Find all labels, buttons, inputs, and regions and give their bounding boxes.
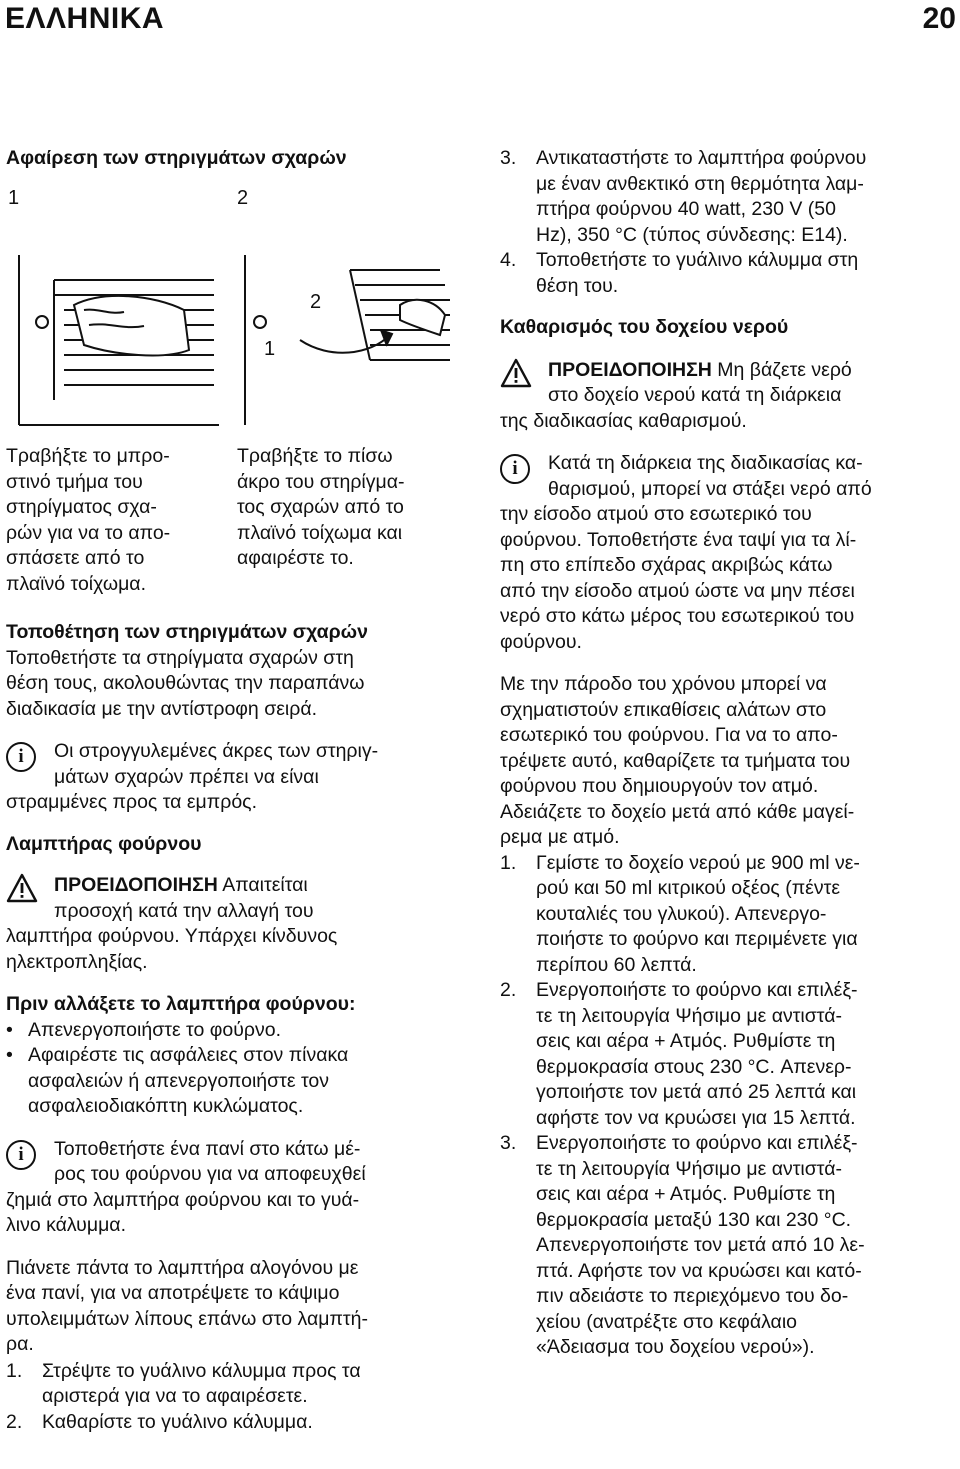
text-line: διαδικασία με την αντίστροφη σειρά. xyxy=(6,697,318,720)
step-number: 2. xyxy=(500,979,517,1001)
text-line: αφήστε τον να κρυώσει για 15 λεπτά. xyxy=(536,1106,856,1129)
text-line: Αφαιρέστε τις ασφάλειες στον πίνακα xyxy=(28,1044,349,1066)
text-line: «Άδειασμα του δοχείου νερού»). xyxy=(536,1336,815,1358)
text-line: φούρνου. Τοποθετήστε ένα ταψί για τα λί- xyxy=(500,528,857,551)
text-line: Απενεργοποιήστε το φούρνο. xyxy=(28,1018,282,1041)
step-number: 3. xyxy=(500,147,517,169)
text-line: Μη βάζετε νερό xyxy=(711,358,852,381)
text-line: στραμμένες προς τα εμπρός. xyxy=(6,791,257,813)
caption-line: Τραβήξτε το πίσω xyxy=(237,445,393,467)
page-number: 20 xyxy=(922,2,956,35)
text-line: με έναν ανθεκτικό στη θερμότητα λαμ- xyxy=(536,172,864,195)
caption-line: σπάσετε από το xyxy=(6,547,145,569)
caption-line: άκρο του στηρίγμα- xyxy=(237,470,405,493)
text-line: σεις και αέρα + Ατμός. Ρυθμίστε τη xyxy=(536,1183,836,1205)
text-line: ρα. xyxy=(6,1333,34,1355)
text-line: Γεμίστε το δοχείο νερού με 900 ml νε- xyxy=(536,851,860,874)
lamp-steps-continued xyxy=(500,146,958,299)
text-line: ασφαλειοδιακόπτη κυκλώματος. xyxy=(28,1095,304,1117)
text-line: ζημιά στο λαμπτήρα φούρνου και το γυά- xyxy=(6,1188,360,1211)
text-line: Με την πάροδο του χρόνου μπορεί να xyxy=(500,673,827,695)
text-line: Οι στρογγυλεμένες άκρες των στηριγ- xyxy=(54,740,379,762)
language-label: ΕΛΛΗΝΙΚΑ xyxy=(5,2,165,35)
text-line: χείου (ανατρέξτε στο κεφάλαιο xyxy=(536,1310,798,1333)
warning-icon xyxy=(6,873,38,903)
text-line: πτά. Αφήστε τον να κρυώσει και κατό- xyxy=(536,1259,862,1282)
list-item xyxy=(6,1410,476,1436)
right-column xyxy=(500,146,958,1361)
page-header xyxy=(0,0,960,40)
text-line: Απενεργοποιήστε τον μετά από 10 λε- xyxy=(536,1234,865,1256)
info-note-2 xyxy=(6,1137,476,1239)
text-line: πη στο επίπεδο σχάρας ακριβώς κάτω xyxy=(500,554,833,576)
step-number: 4. xyxy=(500,249,517,271)
text-line: τρέψετε αυτό, καθαρίζετε τα τμήματα του xyxy=(500,749,851,772)
text-line: Hz), 350 °C (τύπος σύνδεσης: E14). xyxy=(536,223,848,246)
caption-line: πλαϊνό τοίχωμα. xyxy=(6,572,146,595)
fig2-arrow-label-a: 2 xyxy=(310,291,322,313)
step-number: 3. xyxy=(500,1132,517,1154)
tank-heading: Καθαρισμός του δοχείου νερού xyxy=(500,316,789,338)
text-line: φούρνου. xyxy=(500,630,582,653)
text-line: Ενεργοποιήστε το φούρνο και επιλέξ- xyxy=(536,979,858,1001)
text-line: Στρέψτε το γυάλινο κάλυμμα προς τα xyxy=(42,1359,361,1382)
list-item xyxy=(500,1131,958,1361)
text-line: Τοποθετήστε ένα πανί στο κάτω μέ- xyxy=(54,1137,361,1160)
text-line: εσωτερικό του φούρνου. Για να το απο- xyxy=(500,724,838,746)
text-line: στο δοχείο νερού κατά τη διάρκεια xyxy=(548,384,842,406)
text-line: θέση τους, ακολουθώντας την παραπάνω xyxy=(6,672,365,694)
text-line: σχηματιστούν επικαθίσεις αλάτων στο xyxy=(500,698,827,721)
list-item xyxy=(500,146,958,248)
info-icon: i xyxy=(500,454,530,484)
warning-label: ΠΡΟΕΙΔΟΠΟΙΗΣΗ xyxy=(548,358,712,381)
text-line: τε τη λειτουργία Ψήσιμο με αντιστά- xyxy=(536,1157,842,1180)
caption-line: ρών για να το απο- xyxy=(6,521,171,544)
text-line: περίπου 60 λεπτά. xyxy=(536,953,697,976)
text-line: την είσοδο ατμού στο εσωτερικό του xyxy=(500,503,812,525)
info-icon: i xyxy=(6,1140,36,1170)
text-line: λινο κάλυμμα. xyxy=(6,1214,126,1236)
text-line: ρεμα με ατμό. xyxy=(500,826,620,848)
text-line: υπολειμμάτων λίπους επάνω στο λαμπτή- xyxy=(6,1307,368,1330)
text-line: φούρνου που δημιουργούν τον ατμό. xyxy=(500,775,819,797)
text-line: ασφαλειών ή απενεργοποιήστε τον xyxy=(28,1069,330,1092)
text-line: θερμοκρασία μεταξύ 130 και 230 °C. xyxy=(536,1208,852,1231)
text-line: από την είσοδο ατμού ώστε να μην πέσει xyxy=(500,579,855,602)
text-line: θαρισμού, μπορεί να στάξει νερό από xyxy=(548,477,872,500)
text-line: Καθαρίστε το γυάλινο κάλυμμα. xyxy=(42,1410,313,1433)
list-item xyxy=(500,248,958,299)
text-line: Πιάνετε πάντα το λαμπτήρα αλογόνου με xyxy=(6,1256,359,1279)
text-line: ποιήστε το φούρνο και περιμένετε για xyxy=(536,928,858,950)
step-number: 2. xyxy=(6,1410,23,1433)
step-number: 1. xyxy=(6,1359,23,1382)
before-bullets xyxy=(6,1018,476,1120)
before-heading: Πριν αλλάξετε το λαμπτήρα φούρνου: xyxy=(6,993,356,1015)
list-item xyxy=(6,1359,476,1410)
warning-label: ΠΡΟΕΙΔΟΠΟΙΗΣΗ xyxy=(54,874,218,896)
remove-heading: Αφαίρεση των στηριγμάτων σχαρών xyxy=(6,147,347,169)
left-column-body xyxy=(6,620,476,1435)
text-line: πιν αδειάστε το περιεχόμενο του δο- xyxy=(536,1285,849,1307)
left-column-top xyxy=(6,146,476,172)
text-line: προσοχή κατά την αλλαγή του xyxy=(54,899,314,922)
fig1-caption xyxy=(6,444,231,597)
info-note-1 xyxy=(6,739,476,816)
text-line: σεις και αέρα + Ατμός. Ρυθμίστε τη xyxy=(536,1030,836,1052)
text-line: Τοποθετήστε τα στηρίγματα σχαρών στη xyxy=(6,646,354,669)
tank-clean-steps xyxy=(500,851,958,1361)
text-line: Απαιτείται xyxy=(217,874,308,896)
lamp-steps xyxy=(6,1359,476,1436)
scale-paragraph xyxy=(500,672,958,851)
figure-2-pull-back xyxy=(240,250,460,430)
text-line: νερό στο κάτω μέρος του εσωτερικού του xyxy=(500,605,855,627)
text-line: της διαδικασίας καθαρισμού. xyxy=(500,409,747,432)
text-line: πτήρα φούρνου 40 watt, 230 V (50 xyxy=(536,198,836,220)
step-number: 1. xyxy=(500,851,517,874)
text-line: ένα πανί, για να αποτρέψετε το κάψιμο xyxy=(6,1282,340,1304)
info-note-3 xyxy=(500,451,958,655)
warning-icon xyxy=(500,358,532,388)
list-item xyxy=(500,978,958,1131)
caption-line: τος σχαρών από το xyxy=(237,496,404,518)
caption-line: Τραβήξτε το μπρο- xyxy=(6,445,170,467)
text-line: γοποιήστε τον μετά από 25 λεπτά και xyxy=(536,1081,857,1103)
text-line: θέση του. xyxy=(536,274,619,297)
text-line: Κατά τη διάρκεια της διαδικασίας κα- xyxy=(548,452,863,474)
text-line: κουταλιές του γλυκού). Απενεργο- xyxy=(536,902,827,925)
text-line: αριστερά για να το αφαιρέσετε. xyxy=(42,1385,308,1407)
text-line: ηλεκτροπληξίας. xyxy=(6,950,148,973)
text-line: ρού και 50 ml κιτρικού οξέος (πέντε xyxy=(536,877,841,899)
fig2-label: 2 xyxy=(237,187,249,209)
caption-line: στινό τμήμα του xyxy=(6,470,143,493)
text-line: τε τη λειτουργία Ψήσιμο με αντιστά- xyxy=(536,1004,842,1027)
caption-line: αφαιρέστε το. xyxy=(237,547,354,569)
list-item: • Αφαιρέστε τις ασφάλειες στον πίνακα ασφαλειών ή απενεργοποιήστε τον ασφαλειοδιακόπτη κυκλώματος. xyxy=(6,1043,476,1120)
warning-note-2 xyxy=(500,358,958,435)
text-line: Ενεργοποιήστε το φούρνο και επιλέξ- xyxy=(536,1132,858,1154)
halogen-paragraph xyxy=(6,1256,476,1358)
list-item: • Απενεργοποιήστε το φούρνο. xyxy=(6,1018,282,1041)
text-line: λαμπτήρα φούρνου. Υπάρχει κίνδυνος xyxy=(6,925,338,947)
fig2-arrow-label-b: 1 xyxy=(264,338,276,360)
warning-note-1 xyxy=(6,873,476,975)
caption-line: στηρίγματος σχα- xyxy=(6,496,157,518)
text-line: θερμοκρασία στους 230 °C. Απενερ- xyxy=(536,1055,852,1078)
text-line: μάτων σχαρών πρέπει να είναι xyxy=(54,765,319,788)
figure-1-pull-front xyxy=(14,250,224,430)
install-text xyxy=(6,646,476,723)
install-heading: Τοποθέτηση των στηριγμάτων σχαρών xyxy=(6,621,368,643)
text-line: Αδειάζετε το δοχείο μετά από κάθε μαγεί- xyxy=(500,800,855,823)
text-line: Τοποθετήστε το γυάλινο κάλυμμα στη xyxy=(536,249,859,271)
list-item xyxy=(500,851,958,979)
fig1-label: 1 xyxy=(8,187,20,209)
text-line: ρος του φούρνου για να αποφευχθεί xyxy=(54,1163,366,1185)
caption-line: πλαϊνό τοίχωμα και xyxy=(237,521,403,544)
info-icon: i xyxy=(6,742,36,772)
lamp-heading: Λαμπτήρας φούρνου xyxy=(6,832,202,855)
fig2-caption xyxy=(237,444,462,572)
text-line: Αντικαταστήστε το λαμπτήρα φούρνου xyxy=(536,147,867,169)
